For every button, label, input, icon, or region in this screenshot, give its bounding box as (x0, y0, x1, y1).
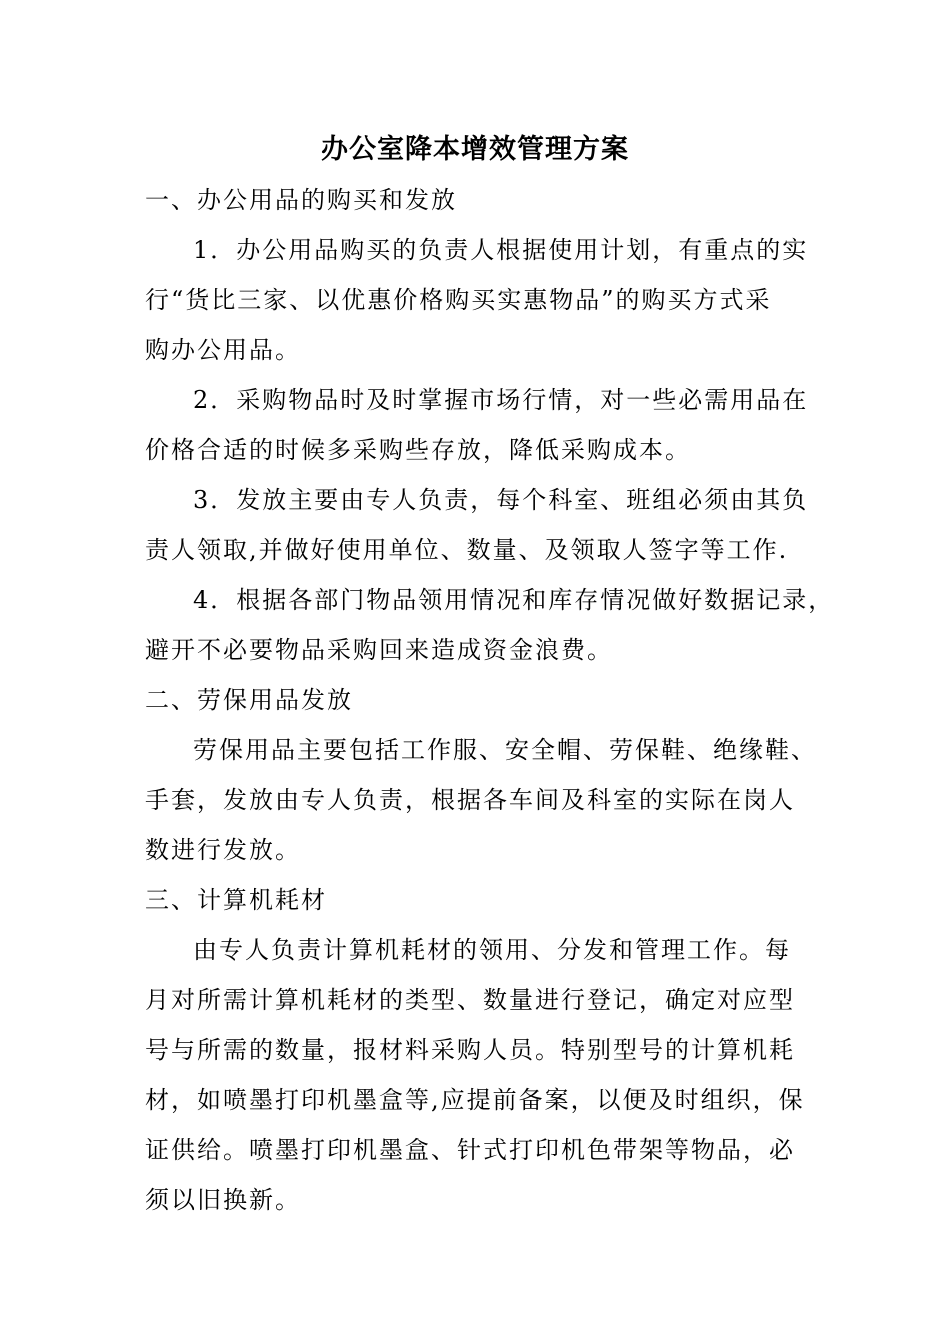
section-heading: 一、办公用品的购买和发放 (145, 186, 457, 214)
paragraph (145, 375, 835, 475)
text-line: 号与所需的数量，报材料采购人员。特别型号的计算机耗 (145, 1036, 795, 1064)
text-line: 材，如喷墨打印机墨盒等,应提前备案，以便及时组织，保 (145, 1086, 805, 1114)
text-line: 行“货比三家、以优惠价格购买实惠物品”的购买方式采 (145, 286, 772, 314)
page-title: 办公室降本增效管理方案 (321, 134, 629, 165)
section-protective-equipment (145, 675, 835, 875)
text-line: 购办公用品。 (145, 336, 301, 364)
text-line: 2．采购物品时及时掌握市场行情，对一些必需用品在 (193, 386, 809, 414)
section-heading: 三、计算机耗材 (145, 886, 327, 914)
document-body (145, 175, 835, 1225)
paragraph (145, 575, 835, 675)
section-office-supplies (145, 175, 835, 675)
paragraph (145, 475, 835, 575)
text-line: 由专人负责计算机耗材的领用、分发和管理工作。每 (193, 936, 791, 964)
paragraph (145, 725, 835, 875)
text-line: 价格合适的时候多采购些存放，降低采购成本。 (145, 436, 691, 464)
text-line: 责人领取,并做好使用单位、数量、及领取人签字等工作. (145, 536, 789, 564)
text-line: 须以旧换新。 (145, 1186, 301, 1214)
text-line: 避开不必要物品采购回来造成资金浪费。 (145, 636, 613, 664)
section-heading: 二、劳保用品发放 (145, 686, 353, 714)
paragraph (145, 225, 835, 375)
text-line: 3．发放主要由专人负责，每个科室、班组必须由其负 (193, 486, 809, 514)
text-line: 劳保用品主要包括工作服、安全帽、劳保鞋、绝缘鞋、 (193, 736, 817, 764)
text-line: 月对所需计算机耗材的类型、数量进行登记，确定对应型 (145, 986, 795, 1014)
section-computer-consumables (145, 875, 835, 1225)
text-line: 证供给。喷墨打印机墨盒、针式打印机色带架等物品，必 (145, 1136, 795, 1164)
text-line: 1．办公用品购买的负责人根据使用计划，有重点的实 (193, 236, 809, 264)
text-line: 手套，发放由专人负责，根据各车间及科室的实际在岗人 (145, 786, 795, 814)
paragraph (145, 925, 835, 1225)
text-line: 数进行发放。 (145, 836, 301, 864)
text-line: 4．根据各部门物品领用情况和库存情况做好数据记录， (193, 586, 835, 614)
